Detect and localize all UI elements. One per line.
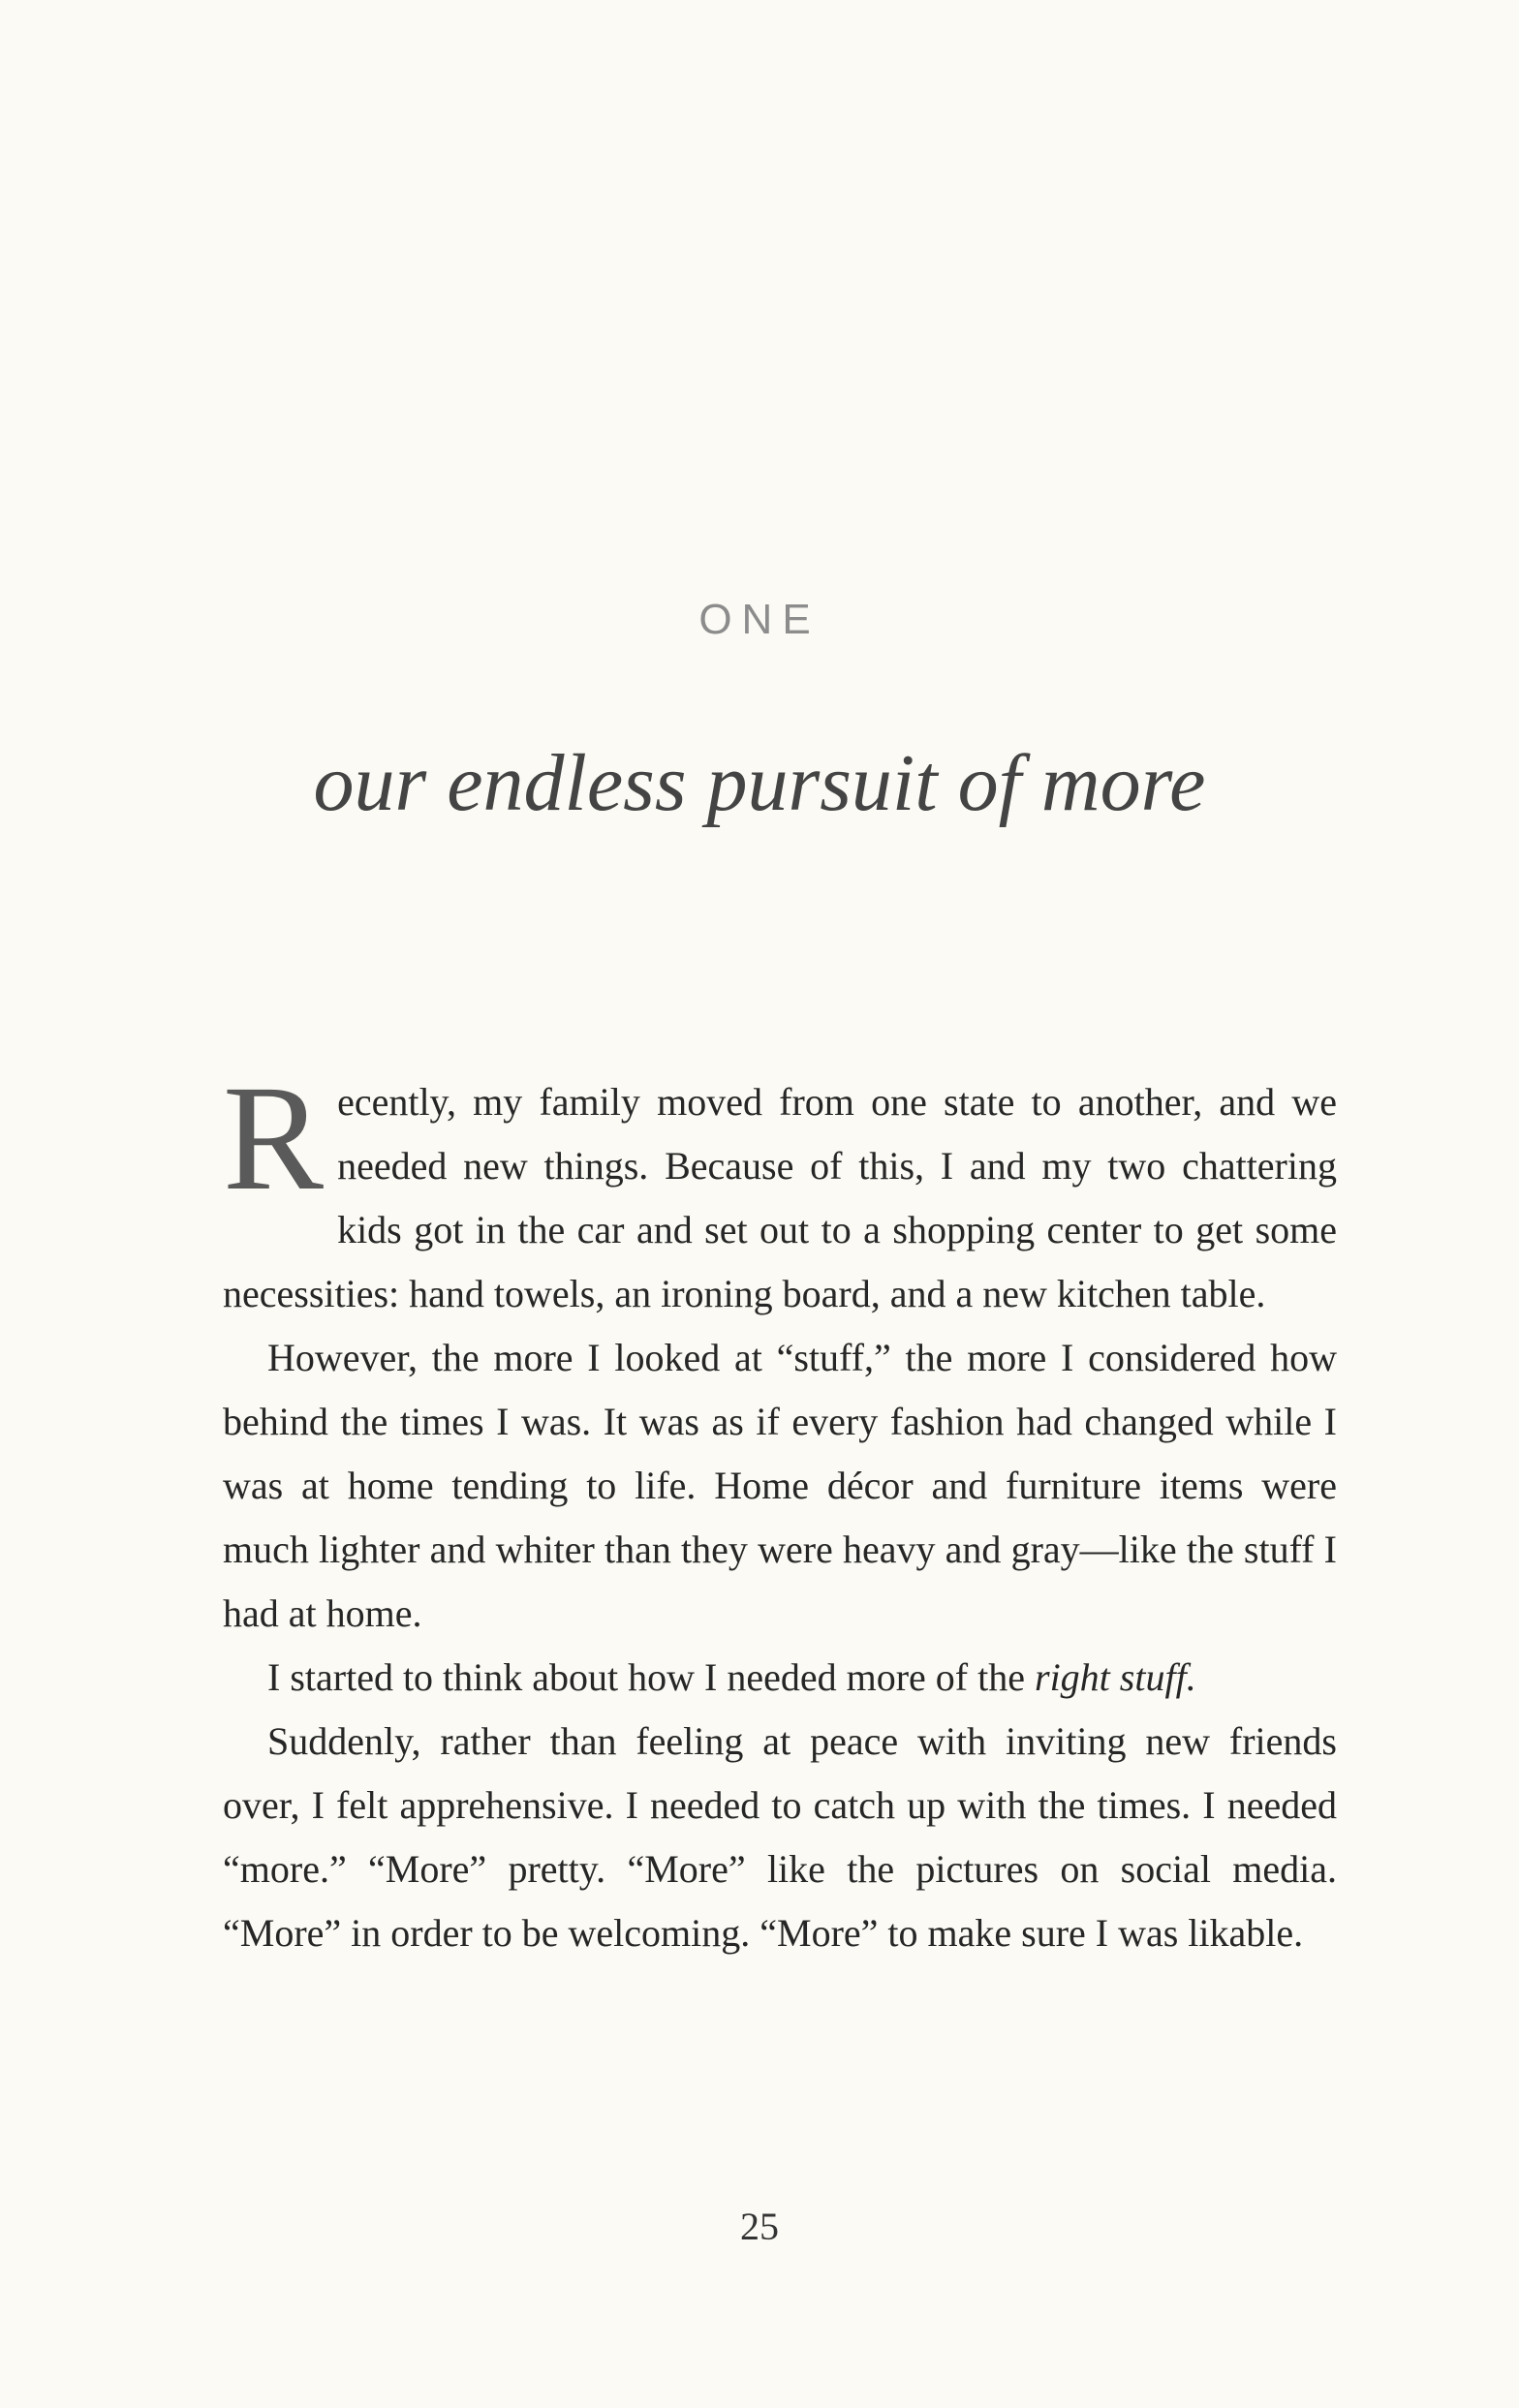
paragraph-3-emphasis: right stuff. <box>1035 1655 1196 1699</box>
paragraph-4: Suddenly, rather than feeling at peace with inviting new friends over, I felt apprehensive. I needed to catch up with the times. I needed “more.” “More” pretty. “More” like the pictures on social media. “More” in order to be welcoming. “More” to make sure I was likable. <box>223 1719 1337 1955</box>
paragraph-2: However, the more I looked at “stuff,” the more I considered how behind the times I was. It was as if every fashion had changed while I was at home tending to life. Home décor and furniture items were much lighter and whiter than they were heavy and gray—like the stuff I had at home. <box>223 1336 1337 1635</box>
body-text <box>223 1054 1337 1965</box>
page-number: 25 <box>740 2205 779 2248</box>
paragraph-3-text: I started to think about how I needed more of the <box>267 1655 1035 1699</box>
paragraph-1-text: ecently, my family moved from one state to another, and we needed new things. Because of this, I and my two chattering kids got in the car and set out to a shopping center to get some necessities: hand towels, an ironing board, and a new kitchen table. <box>223 1080 1337 1315</box>
paragraph-1 <box>223 1054 1337 1326</box>
chapter-title: our endless pursuit of more <box>313 738 1206 828</box>
paragraph-3 <box>223 1646 1337 1710</box>
chapter-number: ONE <box>698 596 821 643</box>
drop-cap: R <box>223 1054 325 1221</box>
